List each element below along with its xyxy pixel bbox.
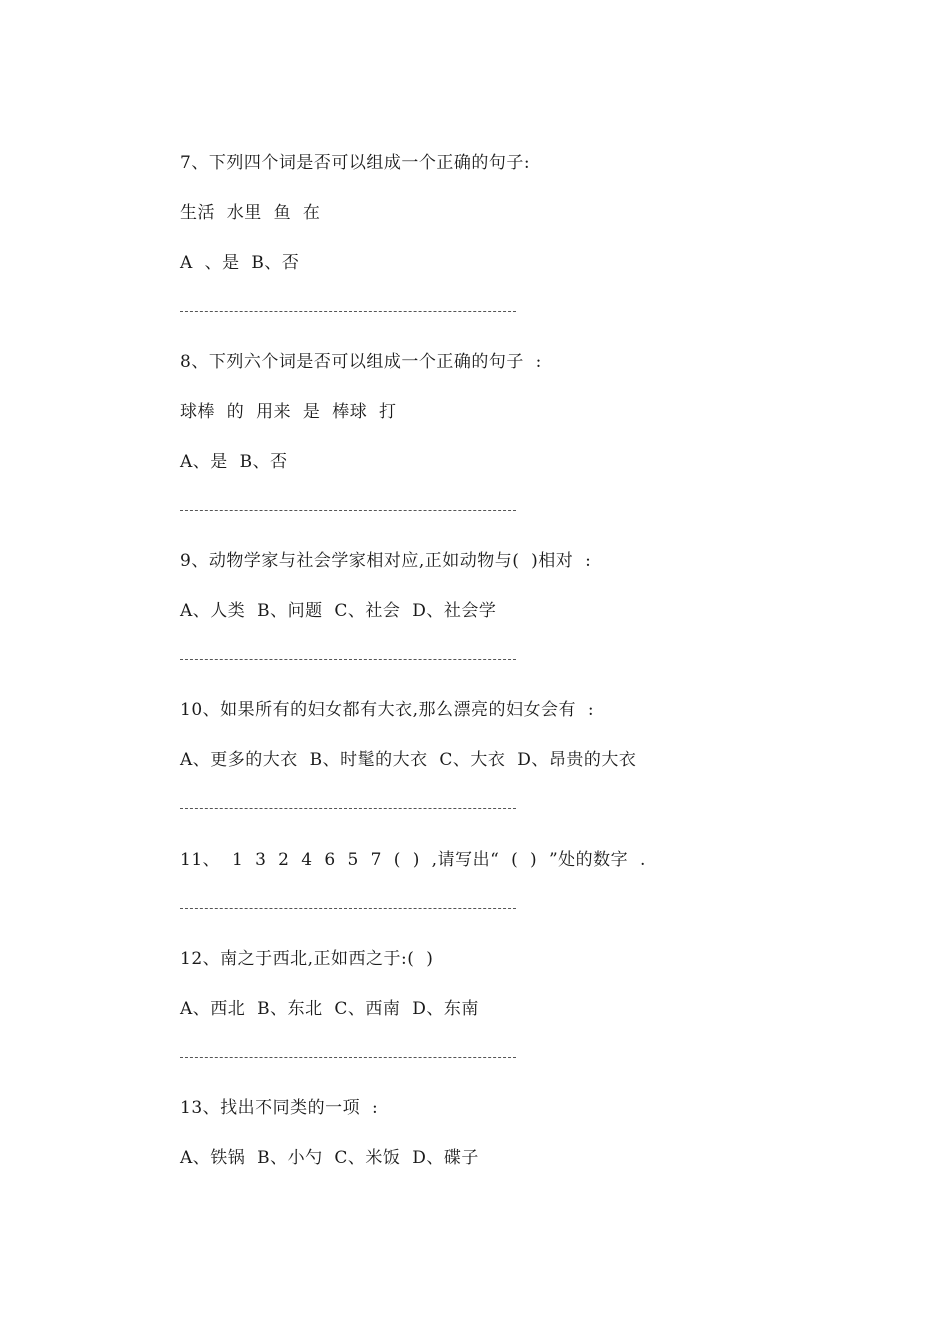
question-12-options: A、西北 B、东北 C、西南 D、东南 [180, 999, 479, 1019]
question-12-text: 12、南之于西北,正如西之于:( ) [180, 949, 434, 969]
separator [180, 1057, 516, 1058]
question-7-words: 生活 水里 鱼 在 [180, 203, 321, 223]
question-13-options: A、铁锅 B、小勺 C、米饭 D、碟子 [180, 1148, 479, 1168]
question-10-options: A、更多的大衣 B、时髦的大衣 C、大衣 D、昂贵的大衣 [180, 750, 637, 770]
separator [180, 510, 516, 511]
question-10-text: 10、如果所有的妇女都有大衣,那么漂亮的妇女会有 : [180, 700, 595, 720]
question-13-text: 13、找出不同类的一项 : [180, 1098, 379, 1118]
separator [180, 808, 516, 809]
question-7-options: A 、是 B、否 [180, 253, 300, 273]
separator [180, 908, 516, 909]
separator [180, 311, 516, 312]
separator [180, 659, 516, 660]
question-8-words: 球棒 的 用来 是 棒球 打 [180, 402, 397, 422]
question-8-options: A、是 B、否 [180, 452, 288, 472]
question-7-text: 7、下列四个词是否可以组成一个正确的句子: [180, 153, 531, 173]
question-9-text: 9、动物学家与社会学家相对应,正如动物与( )相对 : [180, 551, 592, 571]
question-9-options: A、人类 B、问题 C、社会 D、社会学 [180, 601, 497, 621]
question-8-text: 8、下列六个词是否可以组成一个正确的句子 : [180, 352, 542, 372]
question-11-text: 11、 1 3 2 4 6 5 7 ( ) ,请写出“ ( ) ”处的数字 . [180, 850, 646, 870]
